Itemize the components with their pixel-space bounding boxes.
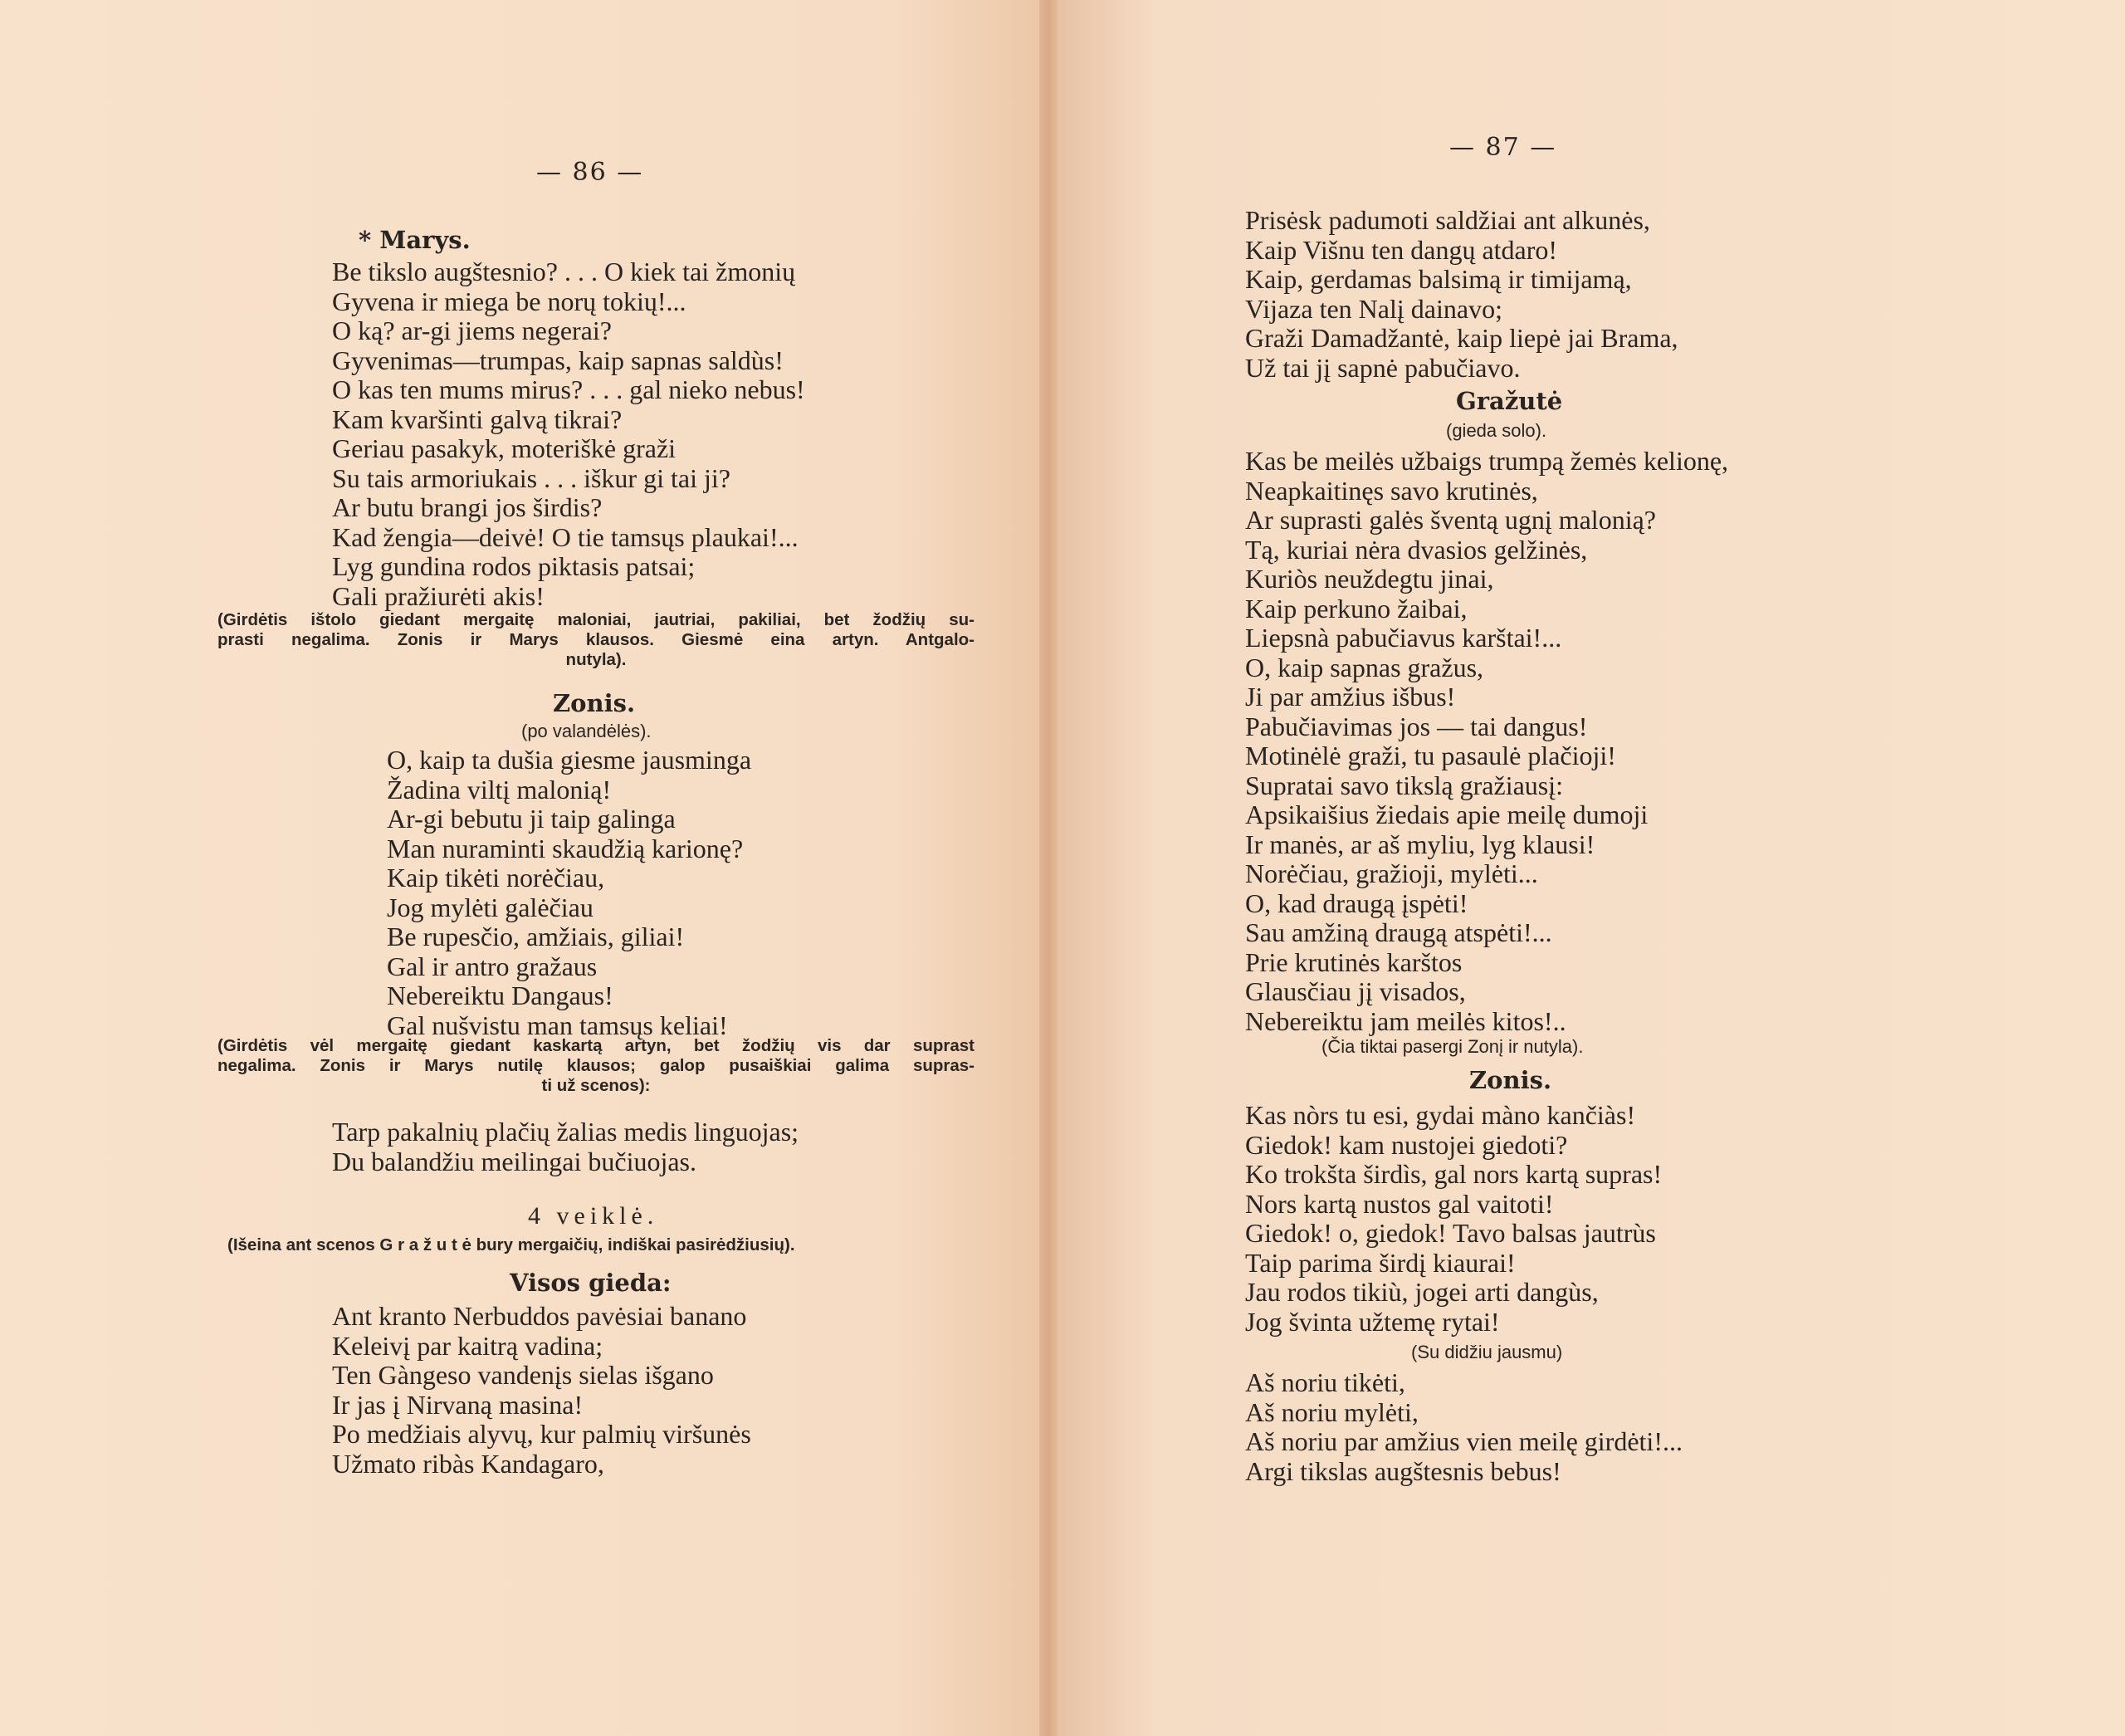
- text-line: Geriau pasakyk, moteriškė graži: [332, 433, 677, 463]
- grazute-song: [1245, 447, 1728, 1036]
- text-line: Prisėsk padumoti saldžiai ant alkunės,: [1245, 205, 1650, 235]
- text-line: Žadina viltį malonią!: [387, 774, 612, 804]
- text-line: Prie krutinės karštos: [1245, 946, 1463, 977]
- stage-direction-line: (Girdėtis ištolo giedant mergaitę maloniai, jautriai, pakiliai, bet žodžių su-: [217, 610, 975, 629]
- text-line: Kaip tikėti norėčiau,: [387, 863, 605, 892]
- text-line: Ar suprasti galės šventą ugnį malonią?: [1245, 505, 1656, 535]
- stage-direction-line: negalima. Zonis ir Marys nutilę klausos; galop pusaiškiai galima supras-: [217, 1056, 975, 1075]
- text-line: Man nuraminti skaudžią karionę?: [387, 833, 744, 863]
- text-line: Gal nušvistu man tamsųs keliai!: [387, 1010, 728, 1040]
- zonis-direction-right: (Su didžiu jausmu): [1411, 1342, 1563, 1362]
- text-line: Argi tikslas augštesnis bebus!: [1245, 1455, 1561, 1486]
- text-line: Giedok! kam nustojei giedoti?: [1245, 1129, 1568, 1160]
- text-line: Kad žengia—deivė! O tie tamsųs plaukai!...: [332, 521, 799, 552]
- stage-direction-line: (Girdėtis vėl mergaitę giedant kaskartą artyn, bet žodžių vis dar suprast: [217, 1036, 975, 1055]
- text-line: O, kaip ta dušia giesme jausminga: [387, 745, 752, 775]
- text-line: Kaip Višnu ten dangų atdaro!: [1245, 234, 1558, 265]
- text-line: O kas ten mums mirus? . . . gal nieko nebus!: [332, 374, 805, 404]
- text-line: Graži Damadžantė, kaip liepė jai Brama,: [1245, 323, 1678, 353]
- grazute-direction: (gieda solo).: [1446, 420, 1547, 441]
- chorus-heading: Visos gieda:: [510, 1269, 672, 1297]
- text-line: Kam kvaršinti galvą tikrai?: [332, 403, 623, 434]
- chorus-song: [332, 1302, 751, 1479]
- final-lines: [1245, 1368, 1683, 1486]
- text-line: Ant kranto Nerbuddos pavėsiai banano: [332, 1301, 747, 1331]
- text-line: Ji par amžius išbus!: [1245, 682, 1456, 712]
- scene-direction: (Išeina ant scenos G r a ž u t ė bury mergaičių, indiškai pasirėdžiusių).: [227, 1235, 795, 1254]
- text-line: Pabučiavimas jos — tai dangus!: [1245, 711, 1588, 741]
- text-line: Kas be meilės užbaigs trumpą žemės kelionę,: [1245, 446, 1729, 476]
- text-line: Be rupesčio, amžiais, giliai!: [387, 922, 685, 951]
- text-line: Ar butu brangi jos širdis?: [332, 492, 603, 522]
- grazute-end-direction: (Čia tiktai pasergi Zonį ir nutyla).: [1321, 1036, 1584, 1057]
- text-line: Neapkaitinęs savo krutinės,: [1245, 475, 1538, 506]
- text-line: Jau rodos tikiù, jogei arti dangùs,: [1245, 1277, 1599, 1307]
- text-line: Liepsnà pabučiavus karštai!...: [1245, 623, 1562, 653]
- speaker-heading-zonis-right: Zonis.: [1469, 1066, 1552, 1094]
- text-line: Giedok! o, giedok! Tavo balsas jautrùs: [1245, 1218, 1656, 1248]
- text-line: Glausčiau jį visados,: [1245, 976, 1466, 1006]
- text-line: Nebereiktu jam meilės kitos!..: [1245, 1005, 1566, 1036]
- text-line: Gali pražiurėti akis!: [332, 580, 545, 611]
- zonis-speech-right: [1245, 1101, 1662, 1337]
- stage-direction-2: [217, 1036, 975, 1096]
- speaker-heading-grazute: Gražutė: [1456, 387, 1563, 415]
- page-number-right: — 87 —: [1449, 133, 1557, 162]
- text-line: Aš noriu mylėti,: [1245, 1396, 1419, 1427]
- text-line: Vijaza ten Nalį dainavo;: [1245, 293, 1502, 324]
- text-line: Gyvena ir miega be norų tokių!...: [332, 286, 686, 316]
- text-line: Motinėlė graži, tu pasaulė plačioji!: [1245, 741, 1616, 770]
- stage-direction-line: nutyla).: [565, 650, 627, 669]
- text-line: Nors kartą nustos gal vaitoti!: [1245, 1188, 1554, 1219]
- text-line: Su tais armoriukais . . . iškur gi tai ji?: [332, 462, 730, 493]
- text-line: Aš noriu tikėti,: [1245, 1367, 1405, 1397]
- stage-direction-1: [217, 610, 975, 670]
- text-line: Užmato ribàs Kandagaro,: [332, 1448, 604, 1479]
- text-line: O, kaip sapnas gražus,: [1245, 652, 1484, 682]
- text-line: Supratai savo tikslą gražiausį:: [1245, 770, 1564, 800]
- text-line: O, kad draugą įspėti!: [1245, 888, 1468, 918]
- page-number-left: — 86 —: [536, 158, 644, 187]
- stage-direction-line: ti už scenos):: [541, 1076, 651, 1095]
- zonis-speech-left: [387, 746, 751, 1040]
- text-line: Lyg gundina rodos piktasis patsai;: [332, 551, 696, 581]
- text-line: Taip parima širdį kiaurai!: [1245, 1247, 1516, 1278]
- zonis-direction-left: (po valandėlės).: [521, 721, 652, 741]
- text-line: O ką? ar-gi jiems negerai?: [332, 315, 612, 345]
- text-line: Aš noriu par amžius vien meilę girdėti!...: [1245, 1426, 1683, 1456]
- offstage-song: [332, 1117, 799, 1176]
- marys-speech: [332, 257, 805, 611]
- text-line: Sau amžiną draugą atspėti!...: [1245, 917, 1552, 947]
- text-line: Gyvenimas—trumpas, kaip sapnas saldùs!: [332, 345, 784, 375]
- text-line: Keleivį par kaitrą vadina;: [332, 1330, 603, 1361]
- text-line: Tą, kuriai nėra dvasios gelžinės,: [1245, 534, 1588, 565]
- text-line: Ar-gi bebutu ji taip galinga: [387, 804, 676, 834]
- text-line: Po medžiais alyvų, kur palmių viršunės: [332, 1419, 751, 1449]
- text-line: Ir manės, ar aš myliu, lyg klausi!: [1245, 829, 1595, 859]
- chorus-continued: [1245, 206, 1678, 383]
- text-line: Be tikslo augštesnio? . . . O kiek tai žmonių: [332, 257, 796, 286]
- speaker-heading-zonis-left: Zonis.: [553, 689, 636, 717]
- text-line: Kas nòrs tu esi, gydai màno kančiàs!: [1245, 1100, 1636, 1130]
- text-line: Ten Gàngeso vandenįs sielas išgano: [332, 1360, 714, 1390]
- speaker-heading-marys: * Marys.: [359, 226, 471, 254]
- text-line: Nebereiktu Dangaus!: [387, 980, 613, 1010]
- stage-direction-line: prasti negalima. Zonis ir Marys klausos. Giesmė eina artyn. Antgalo-: [217, 630, 975, 649]
- text-line: Ir jas į Nirvaną masina!: [332, 1389, 584, 1420]
- text-line: Gal ir antro gražaus: [387, 951, 598, 981]
- text-line: Kaip perkuno žaibai,: [1245, 593, 1468, 623]
- text-line: Už tai jį sapnė pabučiavo.: [1245, 352, 1521, 383]
- text-line: Du balandžiu meilingai bučiuojas.: [332, 1146, 696, 1176]
- text-line: Apsikaišius žiedais apie meilę dumoji: [1245, 800, 1649, 829]
- text-line: Norėčiau, gražioji, mylėti...: [1245, 858, 1538, 888]
- text-line: Ko trokšta širdìs, gal nors kartą supras!: [1245, 1159, 1663, 1189]
- scene-heading: 4 veiklė.: [528, 1202, 659, 1230]
- book-gutter: [1039, 0, 1058, 1736]
- text-line: Kaip, gerdamas balsimą ir timijamą,: [1245, 264, 1632, 294]
- text-line: Tarp pakalnių plačių žalias medis linguojas;: [332, 1117, 799, 1147]
- text-line: Kuriòs neuždegtu jinai,: [1245, 564, 1494, 594]
- text-line: Jog mylėti galėčiau: [387, 892, 594, 922]
- text-line: Jog švinta užtemę rytai!: [1245, 1306, 1500, 1337]
